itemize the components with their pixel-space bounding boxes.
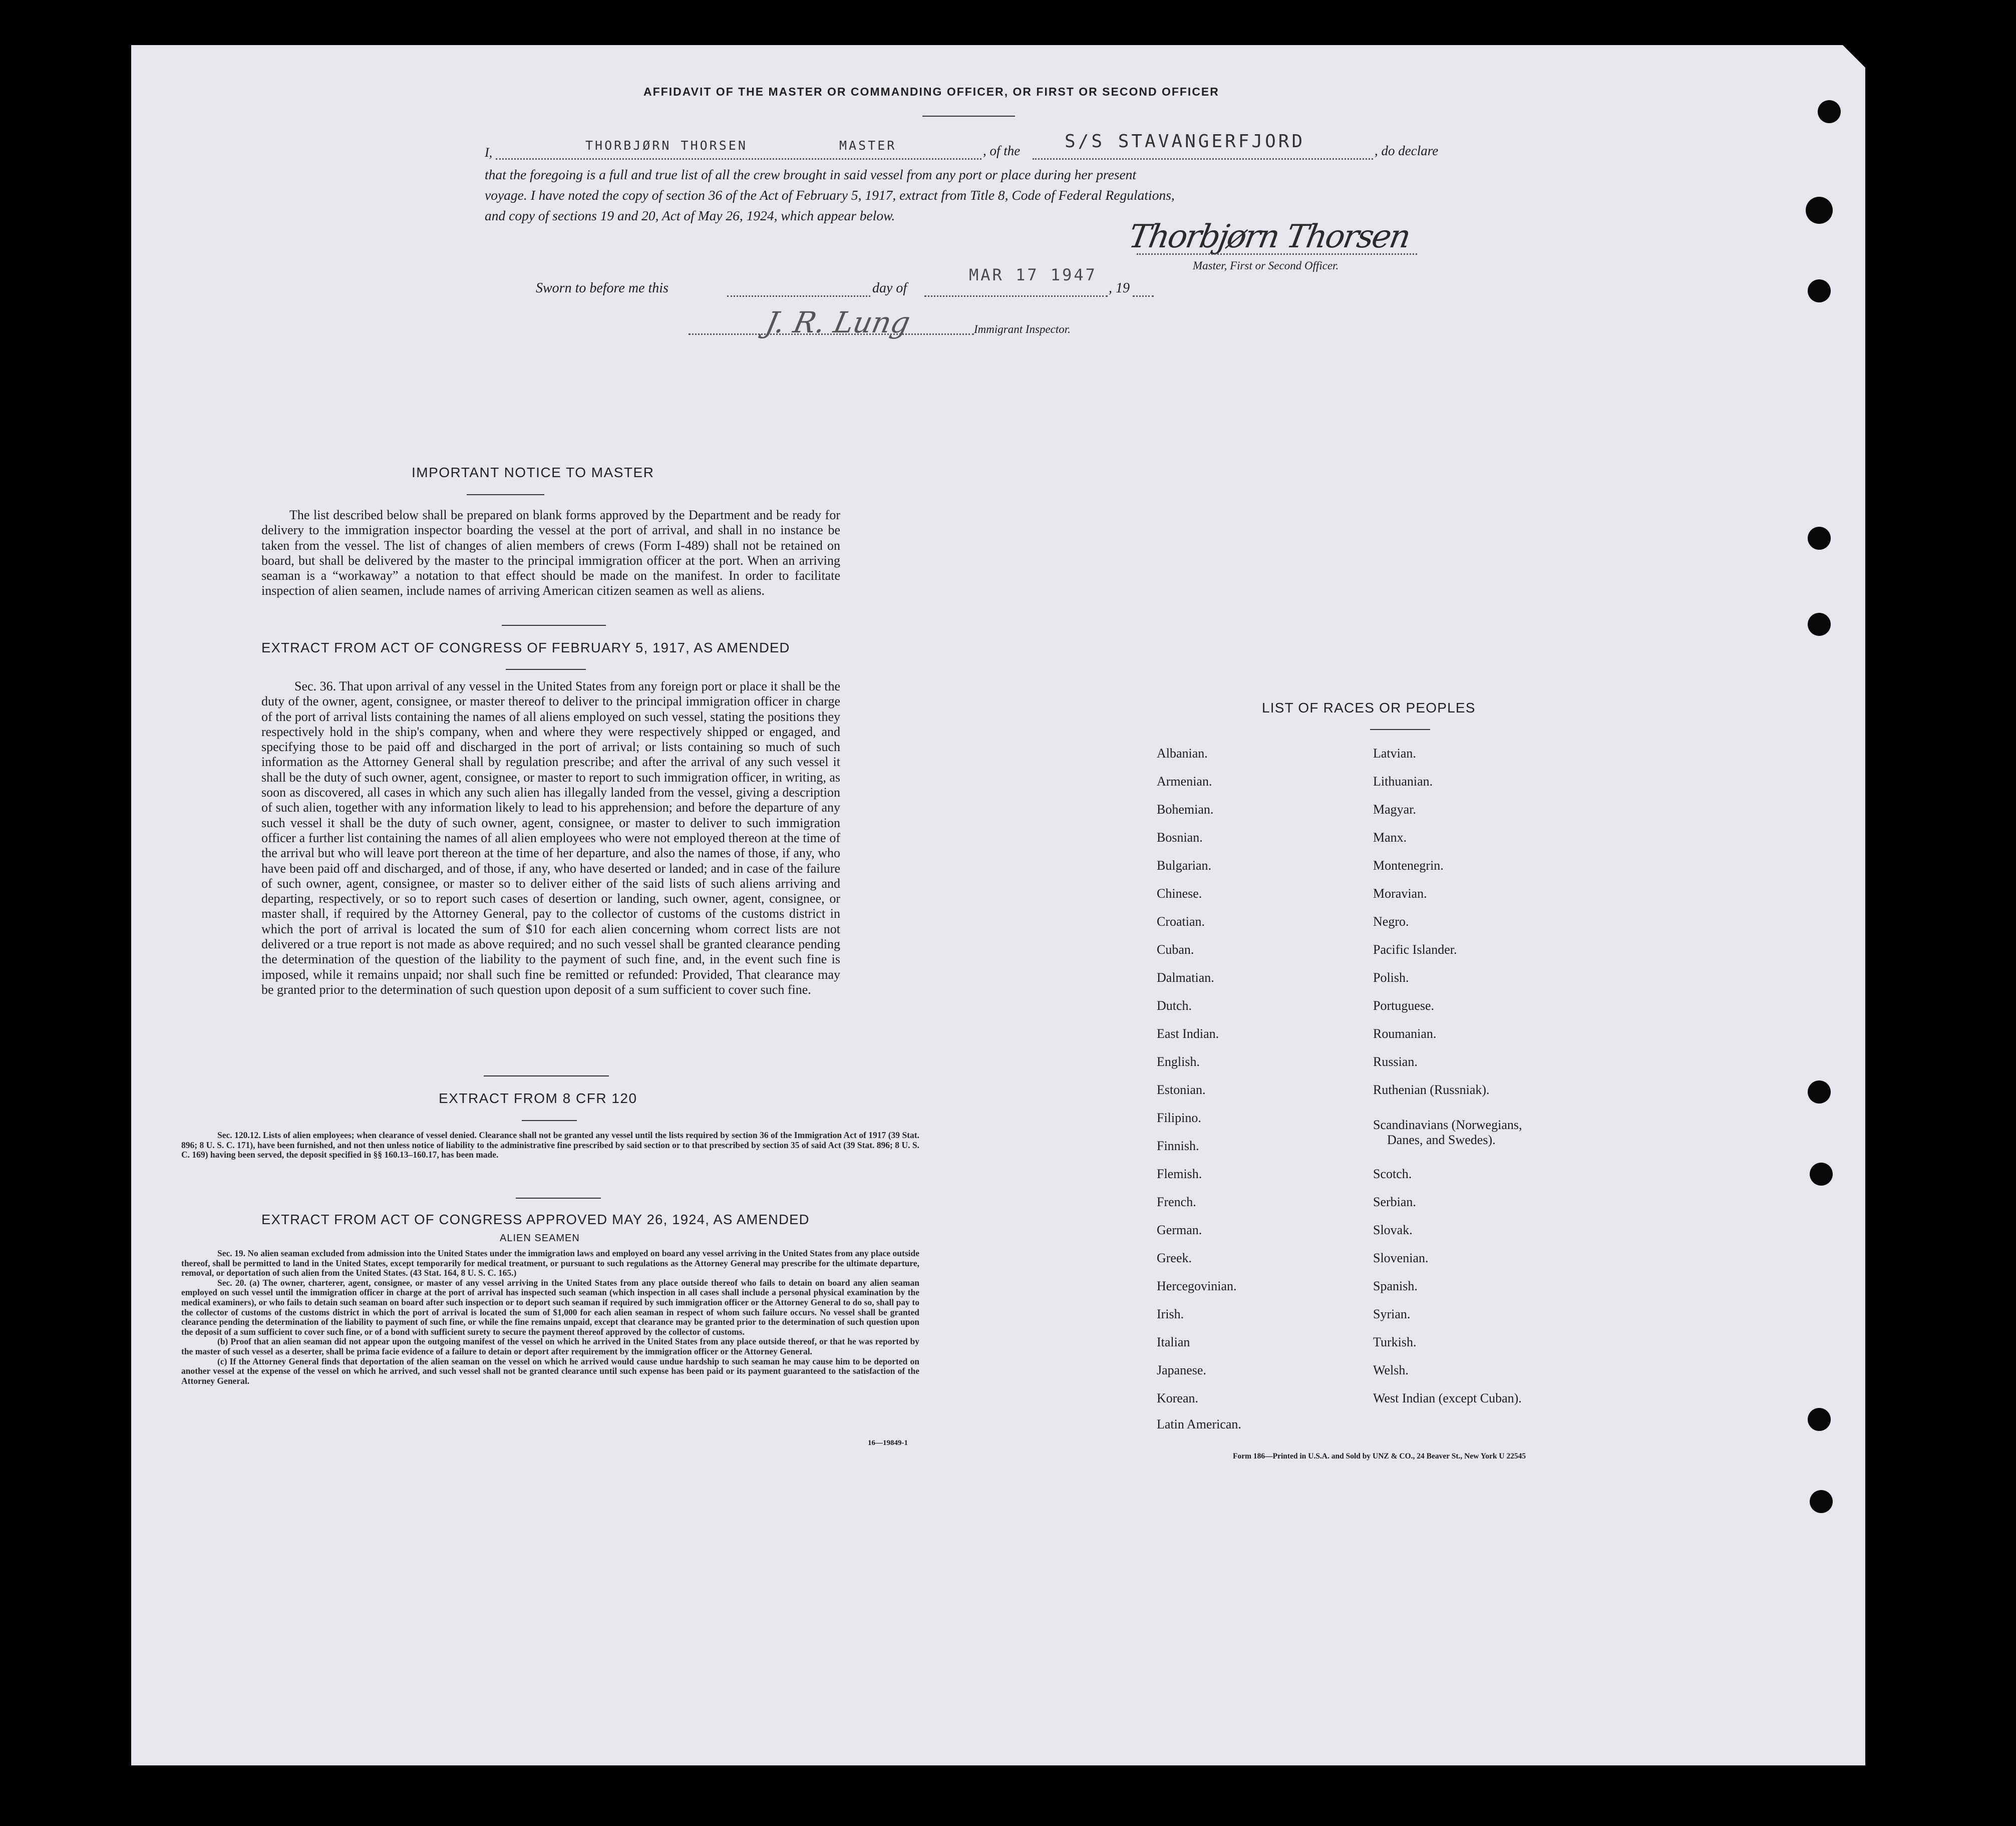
race-item: Slovak. xyxy=(1373,1223,1413,1237)
race-item: Turkish. xyxy=(1373,1335,1417,1349)
divider xyxy=(516,1198,601,1199)
race-item: Finnish. xyxy=(1157,1139,1199,1153)
race-item: Portuguese. xyxy=(1373,998,1435,1013)
race-item: Chinese. xyxy=(1157,886,1202,901)
extract-1917-title: EXTRACT FROM ACT OF CONGRESS OF FEBRUARY 5, 1917, AS AMENDED xyxy=(261,640,790,655)
race-item: Ruthenian (Russniak). xyxy=(1373,1082,1490,1097)
race-item: Armenian. xyxy=(1157,774,1212,789)
punch-hole xyxy=(1810,1490,1833,1513)
sworn-label: Sworn to before me this xyxy=(536,280,668,296)
race-item: Slovenian. xyxy=(1373,1251,1429,1265)
race-item: Italian xyxy=(1157,1335,1190,1349)
race-item: Pacific Islander. xyxy=(1373,942,1457,957)
punch-hole xyxy=(1806,197,1833,224)
punch-hole xyxy=(1808,1080,1831,1104)
inspector-signature: J. R. Lung xyxy=(762,305,913,339)
race-item: Montenegrin. xyxy=(1373,858,1444,873)
year-label: , 19 xyxy=(1109,280,1130,296)
race-item: Serbian. xyxy=(1373,1195,1416,1209)
race-item: Dalmatian. xyxy=(1157,970,1214,985)
divider xyxy=(467,494,544,495)
race-item: Albanian. xyxy=(1157,746,1208,761)
form-note: Form 186—Printed in U.S.A. and Sold by UNZ & CO., 24 Beaver St., New York U 22545 xyxy=(1233,1452,1526,1460)
race-item: Greek. xyxy=(1157,1251,1192,1265)
race-item: Croatian. xyxy=(1157,914,1205,929)
affidavit-line-prefix: I, xyxy=(485,145,493,160)
race-item: Cuban. xyxy=(1157,942,1194,957)
sec-20b-text: (b) Proof that an alien seaman did not appear upon the outgoing manifest of the vessel on which he arrived in the United States from any place outside thereof, or that he was reported by the master of such vessel as a deserter, shall be prima facie evidence of a failure to detain or deport after requirement by the immigration officer or the Attorney General. xyxy=(181,1336,919,1356)
vessel-name: S/S STAVANGERFJORD xyxy=(1063,131,1307,152)
punch-hole xyxy=(1810,1163,1833,1186)
race-item: Scandinavians (Norwegians, xyxy=(1373,1118,1522,1132)
extract-1917-text: Sec. 36. That upon arrival of any vessel in the United States from any foreign port or place it shall be the duty of the owner, agent, consignee, or master thereof to deliver to the principal immigration officer in charge of the port of arrival lists containing the names of all aliens employed on such vessel, stating the positions they respectively hold in the ship's company, when and where they were respectively shipped or engaged, and specifying those to be paid off and discharged in the port of arrival; or lists containing so much of such information as the Attorney General shall by regulation prescribe; and after the arrival of any such vessel it shall be the duty of such owner, agent, consignee, or master to report to such immigration officer, in writing, as soon as discovered, all cases in which any such alien has illegally landed from the vessel, giving a description of such alien, together with any information likely to lead to his apprehension; and before the departure of any such vessel it shall be the duty of such owner, agent, consignee, or master to deliver to such immigration officer a further list containing the names of all alien employees who were not employed thereon at the time of the arrival but who will leave port thereon at the time of her departure, and also the names of those, if any, who have been paid off and discharged, and of those, if any, who have deserted or landed; and in case of the failure of such owner, agent, consignee, or master so to deliver either of the said lists of such aliens arriving and departing, respectively, or so to report such cases of desertion or landing, such owner, agent, consignee, or master shall, if required by the Attorney General, pay to the collector of customs of the customs district in which the port of arrival is located the sum of $10 for each alien concerning whom correct lists are not delivered or a true report is not made as above required; and no such vessel shall be granted clearance pending the determination of the question of the liability to the payment of such fine, and, in the event such fine is imposed, while it remains unpaid; nor shall such fine be remitted or refunded: Provided, That clearance may be granted prior to the determination of such question upon deposit of a sum sufficient to cover such fine. xyxy=(261,679,840,997)
race-item: Manx. xyxy=(1373,830,1407,845)
race-item: Lithuanian. xyxy=(1373,774,1433,789)
punch-hole xyxy=(1808,613,1831,636)
sec-19-text: Sec. 19. No alien seaman excluded from admission into the United States under the immigration laws and employed on board any vessel arriving in the United States from any place outside thereof, shall be permitted to land in the United States, except temporarily for medical treatment, or pursuant to such regulations as the Attorney General may prescribe for the ultimate departure, removal, or deportation of such alien from the United States. (43 Stat. 164, 8 U. S. C. 165.) xyxy=(181,1248,919,1278)
divider xyxy=(1370,729,1430,730)
punch-hole xyxy=(1808,279,1831,302)
divider xyxy=(484,1075,609,1076)
race-item: Roumanian. xyxy=(1373,1026,1437,1041)
race-item: Flemish. xyxy=(1157,1167,1202,1181)
do-declare-label: , do declare xyxy=(1375,143,1439,158)
race-item: Magyar. xyxy=(1373,802,1416,817)
race-item: Estonian. xyxy=(1157,1082,1206,1097)
race-item: Welsh. xyxy=(1373,1363,1409,1377)
race-item: Bulgarian. xyxy=(1157,858,1212,873)
race-item: German. xyxy=(1157,1223,1202,1237)
dotted-line xyxy=(924,285,1108,297)
race-item: Dutch. xyxy=(1157,998,1192,1013)
race-item: Spanish. xyxy=(1373,1279,1418,1293)
day-of-label: day of xyxy=(872,280,907,296)
race-item: Polish. xyxy=(1373,970,1409,985)
race-item: Korean. xyxy=(1157,1391,1199,1405)
race-item: West Indian (except Cuban). xyxy=(1373,1391,1522,1405)
cfr-text: Sec. 120.12. Lists of alien employees; when clearance of vessel denied. Clearance shall not be granted any vessel until the lists required by section 36 of the Immigration Act of 1917 (39 Stat. 896; 8 U. S. C. 171), have been furnished, and not then unless notice of liability to the administrative fine prescribed by said section or to that prescribed by section 35 of said Act (39 Stat. 896; 8 U. S. C. 169) having been served, the deposit specified in §§ 160.13–160.17, has been made. xyxy=(181,1130,919,1160)
race-item: Syrian. xyxy=(1373,1307,1411,1321)
race-item: Bohemian. xyxy=(1157,802,1214,817)
dotted-line xyxy=(1133,285,1154,297)
divider xyxy=(506,669,586,670)
notice-text: The list described below shall be prepared on blank forms approved by the Department and be ready for delivery to the immigration inspector boarding the vessel at the port of arrival, and shall in no instance be taken from the vessel. The list of changes of alien members of crews (Form I-489) shall not be retained on board, but shall be delivered by the master to the principal immigration officer at the port. When an arriving seaman is a “workaway” a notation to that effect should be made on the manifest. In order to facilitate inspection of alien seamen, include names of arriving American citizen seamen as well as aliens. xyxy=(261,508,840,598)
extract-1924-title: EXTRACT FROM ACT OF CONGRESS APPROVED MAY 26, 1924, AS AMENDED xyxy=(261,1212,810,1227)
date-stamp: MAR 17 1947 xyxy=(969,265,1097,284)
race-item: East Indian. xyxy=(1157,1026,1219,1041)
extract-1924-subtitle: ALIEN SEAMEN xyxy=(500,1233,580,1244)
divider xyxy=(522,1120,577,1121)
race-item: Latvian. xyxy=(1373,746,1416,761)
inspector-caption: Immigrant Inspector. xyxy=(974,323,1071,335)
extract-1924-body xyxy=(181,1249,919,1386)
officer-rank: MASTER xyxy=(837,138,898,153)
punch-hole xyxy=(1808,1408,1831,1431)
affidavit-line-3: voyage. I have noted the copy of section 36 of the Act of February 5, 1917, extract from Title 8, Code of Federal Regulations, xyxy=(485,187,1175,203)
race-item: Latin American. xyxy=(1157,1417,1241,1431)
master-caption: Master, First or Second Officer. xyxy=(1193,259,1339,272)
race-item: Moravian. xyxy=(1373,886,1427,901)
divider xyxy=(922,116,1015,117)
race-item: Scotch. xyxy=(1373,1167,1412,1181)
race-item: Irish. xyxy=(1157,1307,1184,1321)
sec-20c-text: (c) If the Attorney General finds that deportation of the alien seaman on the vessel on which he arrived would cause undue hardship to such seaman he may cause him to be deported on another vessel at the expense of the vessel on which he arrived, and such vessel shall not be granted clearance until such expense has been paid or its payment guaranteed to the satisfaction of the Attorney General. xyxy=(181,1356,919,1386)
race-item: English. xyxy=(1157,1054,1200,1069)
page-corner-fold xyxy=(1833,35,1888,90)
race-item: Danes, and Swedes). xyxy=(1387,1133,1496,1147)
dotted-line xyxy=(1137,248,1417,255)
master-signature: Thorbjørn Thorsen xyxy=(1126,218,1413,255)
print-code: 16—19849-1 xyxy=(868,1439,908,1447)
race-item: Bosnian. xyxy=(1157,830,1203,845)
race-item: Negro. xyxy=(1373,914,1409,929)
affidavit-title: AFFIDAVIT OF THE MASTER OR COMMANDING OFFICER, OR FIRST OR SECOND OFFICER xyxy=(643,85,1219,98)
sec-20a-text: Sec. 20. (a) The owner, charterer, agent, consignee, or master of any vessel arriving in the United States from any place outside thereof who fails to detain on board any alien seaman employed on such vessel until the immigration officer in charge at the port of arrival has inspected such seaman (which inspection in all cases shall include a personal physical examination by the medical examiners), or who fails to detain such seaman on board after such inspection or to deport such seaman if required by such immigration officer or the Attorney General to do so, shall pay to the collector of customs of the customs district in which the port of arrival is located the sum of $1,000 for each alien seaman in respect of whom such failure occurs. No vessel shall be granted clearance pending the determination of the liability to payment of such fine, or while the fine remains unpaid, except that clearance may be granted prior to the determination of such question upon the deposit of a sum sufficient to cover such fine, or of a bond with sufficient surety to secure the payment thereof approved by the collector of customs. xyxy=(181,1277,919,1337)
officer-name: THORBJØRN THORSEN xyxy=(583,138,750,153)
punch-hole xyxy=(1808,527,1831,550)
punch-hole xyxy=(1818,100,1841,123)
races-title: LIST OF RACES OR PEOPLES xyxy=(1262,700,1476,715)
race-item: Japanese. xyxy=(1157,1363,1206,1377)
race-item: Russian. xyxy=(1373,1054,1418,1069)
notice-title: IMPORTANT NOTICE TO MASTER xyxy=(412,465,654,480)
race-item: French. xyxy=(1157,1195,1196,1209)
race-item: Hercegovinian. xyxy=(1157,1279,1237,1293)
of-the-label: , of the xyxy=(983,143,1021,158)
cfr-title: EXTRACT FROM 8 CFR 120 xyxy=(439,1090,637,1106)
affidavit-line-2: that the foregoing is a full and true list of all the crew brought in said vessel from any port or place during her present xyxy=(485,167,1137,182)
divider xyxy=(502,625,606,626)
race-item: Filipino. xyxy=(1157,1111,1201,1125)
dotted-line xyxy=(727,285,870,297)
affidavit-line-4: and copy of sections 19 and 20, Act of May 26, 1924, which appear below. xyxy=(485,208,895,223)
